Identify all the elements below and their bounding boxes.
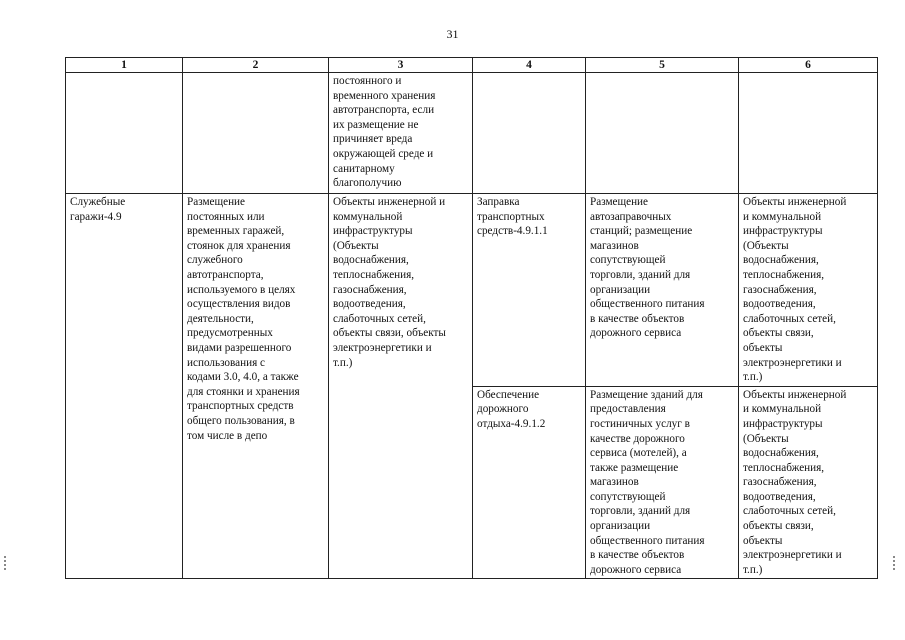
continuation-cell-3: постоянного и временного хранения автотранспорта, если их размещение не причиняет вреда окружающей среде и санитарному благополучию [329, 73, 473, 194]
subtype-name-cell: Обеспечение дорожного отдыха-4.9.1.2 [473, 386, 586, 579]
subtype-description-cell: Размещение автозаправочных станций; размещение магазинов сопутствующей торговли, зданий для организации общественного питания в качестве объектов дорожного сервиса [586, 194, 739, 387]
subtype-name-cell: Заправка транспортных средств-4.9.1.1 [473, 194, 586, 387]
header-row [66, 58, 878, 73]
continuation-cell-2 [183, 73, 329, 194]
continuation-cell-1 [66, 73, 183, 194]
scan-edge-mark-right [893, 556, 895, 570]
subtype-objects-cell: Объекты инженерной и коммунальной инфраструктуры (Объекты водоснабжения, теплоснабжения, газоснабжения, водоотведения, слаботочных сетей, объекты связи, объекты электроэнергетики и т.п.) [739, 386, 878, 579]
column-header-2: 2 [183, 58, 329, 73]
continuation-row [66, 73, 878, 194]
continuation-cell-5 [586, 73, 739, 194]
subtype-description-cell: Размещение зданий для предоставления гостиничных услуг в качестве дорожного сервиса (мотелей), а также размещение магазинов сопутствующей торговли, зданий для организации общественного питания в качестве объектов дорожного сервиса [586, 386, 739, 579]
column-header-1: 1 [66, 58, 183, 73]
column-header-6: 6 [739, 58, 878, 73]
subtype-objects-cell: Объекты инженерной и коммунальной инфраструктуры (Объекты водоснабжения, теплоснабжения, газоснабжения, водоотведения, слаботочных сетей, объекты связи, объекты электроэнергетики и т.п.) [739, 194, 878, 387]
continuation-cell-4 [473, 73, 586, 194]
land-use-type-cell: Служебные гаражи-4.9 [66, 194, 183, 579]
page-number: 31 [446, 27, 459, 41]
land-use-description-cell: Размещение постоянных или временных гаражей, стоянок для хранения служебного автотранспорта, используемого в целях осуществления видов деятельности, предусмотренных видами разрешенного использования с кодами 3.0, 4.0, а также для стоянки и хранения транспортных средств общего пользования, в том числе в депо [183, 194, 329, 579]
column-header-3: 3 [329, 58, 473, 73]
continuation-cell-6 [739, 73, 878, 194]
permitted-objects-cell: Объекты инженерной и коммунальной инфраструктуры (Объекты водоснабжения, теплоснабжения, газоснабжения, водоотведения, слаботочных сетей, объекты связи, объекты электроэнергетики и т.п.) [329, 194, 473, 579]
service-garages-row-a [66, 194, 878, 387]
scan-edge-mark-left [4, 556, 6, 570]
land-use-table [65, 57, 878, 579]
column-header-5: 5 [586, 58, 739, 73]
column-header-4: 4 [473, 58, 586, 73]
